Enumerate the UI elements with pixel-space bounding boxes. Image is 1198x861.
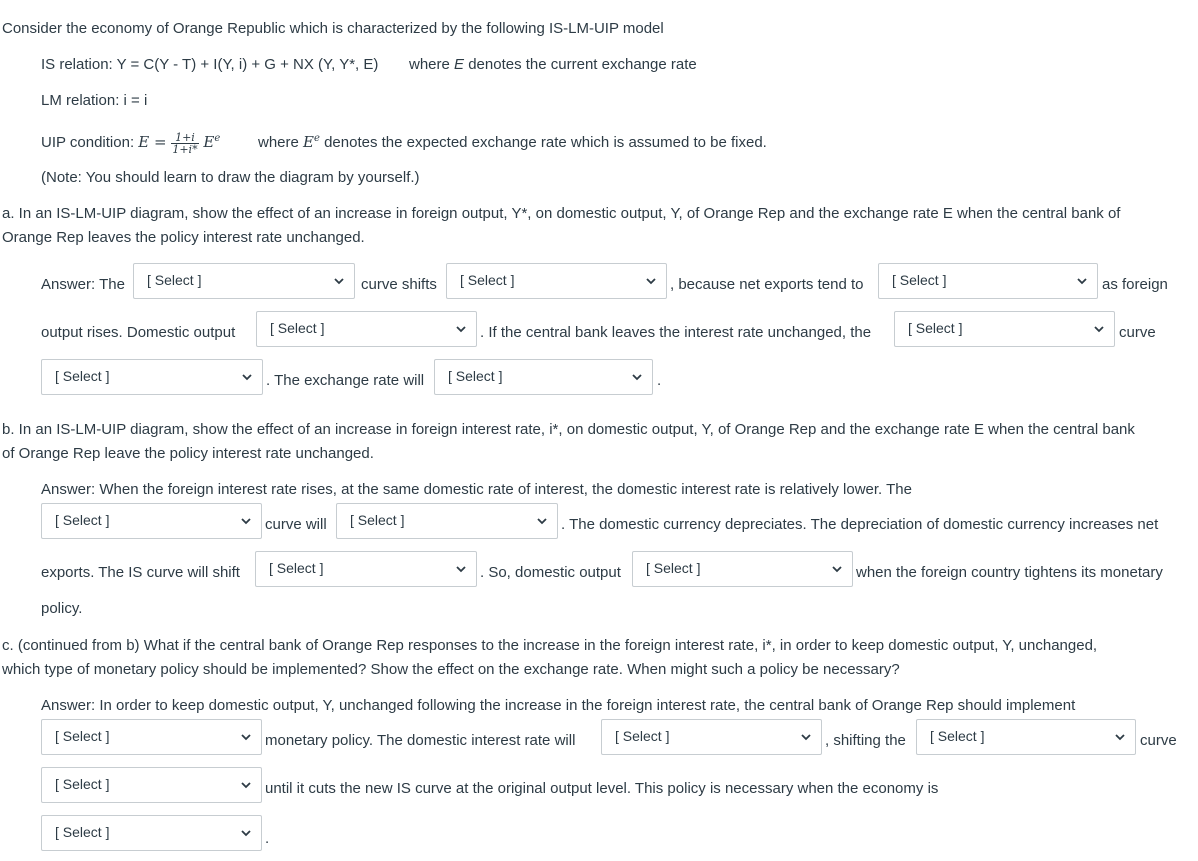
c-select-3[interactable]: [ Select ]: [916, 719, 1136, 755]
chevron-down-icon: [240, 827, 252, 839]
a-period: .: [657, 372, 662, 389]
b-policy: policy.: [41, 600, 83, 617]
chevron-down-icon: [240, 779, 252, 791]
c-monetary: monetary policy. The domestic interest rate will: [265, 732, 576, 749]
lm-relation: LM relation: i = i: [41, 92, 148, 109]
a-select-4[interactable]: [ Select ]: [256, 311, 477, 347]
chevron-down-icon: [1093, 323, 1105, 335]
b-when: when the foreign country tightens its monetary: [856, 564, 1163, 581]
b-select-3[interactable]: [ Select ]: [255, 551, 477, 587]
a-output-rises: output rises. Domestic output: [41, 324, 236, 341]
uip-formula: E = $\frac{1+i}{1+i*}$ $E^e$: [138, 130, 221, 156]
question-a-line2: Orange Rep leaves the policy interest rate unchanged.: [2, 229, 365, 246]
b-depreciates: . The domestic currency depreciates. The depreciation of domestic currency increases net: [561, 516, 1159, 533]
b-select-2[interactable]: [ Select ]: [336, 503, 558, 539]
uip-note: where $E^e$ denotes the expected exchange rate which is assumed to be fixed.: [258, 133, 767, 151]
a-select-1[interactable]: [ Select ]: [133, 263, 355, 299]
chevron-down-icon: [831, 563, 843, 575]
chevron-down-icon: [800, 731, 812, 743]
c-curve: curve: [1140, 732, 1177, 749]
a-curve-shifts: curve shifts: [361, 276, 437, 293]
a-select-5[interactable]: [ Select ]: [894, 311, 1115, 347]
chevron-down-icon: [631, 371, 643, 383]
question-b-line1: b. In an IS-LM-UIP diagram, show the effect of an increase in foreign interest rate, i*, on domestic output, Y, of Orange Rep and the exchange rate E when the central bank: [2, 421, 1135, 438]
a-select-2[interactable]: [ Select ]: [446, 263, 667, 299]
c-shifting: , shifting the: [825, 732, 906, 749]
question-b-line2: of Orange Rep leave the policy interest rate unchanged.: [2, 445, 374, 462]
chevron-down-icon: [333, 275, 345, 287]
note-text: (Note: You should learn to draw the diagram by yourself.): [41, 169, 420, 186]
a-answer-label: Answer: The: [41, 276, 125, 293]
question-c-line2: which type of monetary policy should be implemented? Show the effect on the exchange rate. When might such a policy be necessary?: [2, 661, 900, 678]
a-as-foreign: as foreign: [1102, 276, 1168, 293]
chevron-down-icon: [455, 563, 467, 575]
chevron-down-icon: [455, 323, 467, 335]
a-select-6[interactable]: [ Select ]: [41, 359, 263, 395]
a-select-3[interactable]: [ Select ]: [878, 263, 1098, 299]
c-until: until it cuts the new IS curve at the original output level. This policy is necessary when the economy is: [265, 780, 939, 797]
b-select-1[interactable]: [ Select ]: [41, 503, 262, 539]
chevron-down-icon: [241, 371, 253, 383]
chevron-down-icon: [240, 515, 252, 527]
b-so: . So, domestic output: [480, 564, 621, 581]
chevron-down-icon: [645, 275, 657, 287]
chevron-down-icon: [1114, 731, 1126, 743]
a-curve: curve: [1119, 324, 1156, 341]
a-select-7[interactable]: [ Select ]: [434, 359, 653, 395]
c-answer: Answer: In order to keep domestic output, Y, unchanged following the increase in the foreign interest rate, the central bank of Orange Rep should implement: [41, 697, 1076, 714]
c-select-5[interactable]: [ Select ]: [41, 815, 262, 851]
b-curve-will: curve will: [265, 516, 327, 533]
question-c-line1: c. (continued from b) What if the central bank of Orange Rep responses to the increase in the foreign interest rate, i*, in order to keep domestic output, Y, unchanged,: [2, 637, 1098, 654]
question-a-line1: a. In an IS-LM-UIP diagram, show the effect of an increase in foreign output, Y*, on domestic output, Y, of Orange Rep and the exchange rate E when the central bank of: [2, 205, 1121, 222]
c-select-4[interactable]: [ Select ]: [41, 767, 262, 803]
b-exports: exports. The IS curve will shift: [41, 564, 240, 581]
is-relation: IS relation: Y = C(Y - T) + I(Y, i) + G + NX (Y, Y*, E): [41, 56, 379, 73]
uip-condition: UIP condition: E = $\frac{1+i}{1+i*}$ $E^e$: [41, 130, 221, 156]
chevron-down-icon: [536, 515, 548, 527]
a-exchange-rate: . The exchange rate will: [266, 372, 425, 389]
chevron-down-icon: [1076, 275, 1088, 287]
a-because: , because net exports tend to: [670, 276, 864, 293]
b-answer: Answer: When the foreign interest rate rises, at the same domestic rate of interest, the domestic interest rate is relatively lower. The: [41, 481, 912, 498]
is-note: where E denotes the current exchange rate: [409, 56, 697, 73]
a-if-central: . If the central bank leaves the interest rate unchanged, the: [480, 324, 872, 341]
chevron-down-icon: [240, 731, 252, 743]
c-select-1[interactable]: [ Select ]: [41, 719, 262, 755]
c-select-2[interactable]: [ Select ]: [601, 719, 822, 755]
b-select-4[interactable]: [ Select ]: [632, 551, 853, 587]
c-period: .: [265, 830, 270, 847]
intro-text: Consider the economy of Orange Republic which is characterized by the following IS-LM-UIP model: [2, 20, 664, 37]
